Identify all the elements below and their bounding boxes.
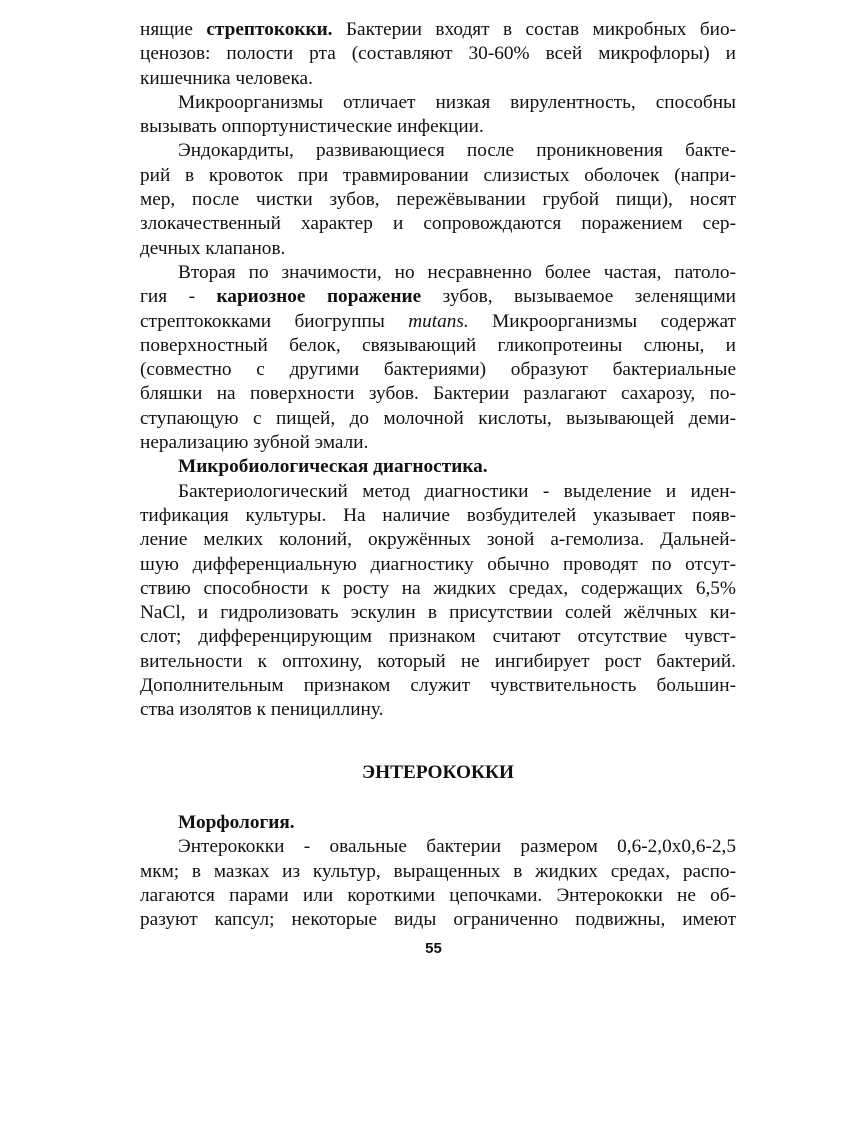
- text-line: слот; дифференцирующим признаком считают отсутствие чувст-: [140, 626, 736, 648]
- text-line: бляшки на поверхности зубов. Бактерии разлагают сахарозу, по-: [140, 383, 736, 405]
- text-line: ценозов: полости рта (составляют 30-60% всей микрофлоры) и: [140, 43, 736, 65]
- paragraph: [140, 91, 736, 140]
- text-line: [140, 310, 736, 334]
- text-run: Бактерии входят в состав микробных био-: [332, 19, 737, 40]
- text-line: злокачественный характер и сопровождаются поражением сер-: [140, 213, 736, 235]
- text-line: NaCl, и гидролизовать эскулин в присутствии солей жёлчных ки-: [140, 602, 736, 624]
- paragraph-heading: [140, 455, 736, 479]
- text-line: ствию способности к росту на жидких средах, содержащих 6,5%: [140, 577, 736, 599]
- text-run: Микроорганизмы содержат: [468, 310, 736, 332]
- text-line: ление мелких колоний, окружённых зоной a-гемолиза. Дальней-: [140, 529, 736, 551]
- text-line: ства изолятов к пенициллину.: [140, 699, 384, 721]
- paragraph: [140, 480, 736, 723]
- text-line: Дополнительным признаком служит чувствительность большин-: [140, 675, 736, 697]
- text-line: тификация культуры. На наличие возбудителей указывает появ-: [140, 504, 736, 526]
- paragraph: [140, 835, 736, 932]
- bold-term: кариозное поражение: [216, 286, 422, 308]
- text-line: нерализацию зубной эмали.: [140, 432, 369, 454]
- section-title: ЭНТЕРОКОККИ: [362, 762, 514, 783]
- section-body: [140, 811, 736, 932]
- text-line: Вторая по значимости, но несравненно более частая, патоло-: [178, 261, 736, 283]
- text-line: дечных клапанов.: [140, 237, 286, 259]
- paragraph: [140, 261, 736, 455]
- text-line: вительности к оптохину, который не ингибирует рост бактерий.: [140, 650, 736, 672]
- text-line: шую дифференциальную диагностику обычно проводят по отсут-: [140, 553, 736, 575]
- text-line: Энтерококки - овальные бактерии размером 0,6-2,0х0,6-2,5: [178, 836, 736, 858]
- italic-term: mutans.: [408, 310, 469, 332]
- page-number: 55: [425, 940, 442, 957]
- text-run: гия -: [140, 286, 217, 308]
- text-line: [140, 18, 736, 42]
- text-line: рий в кровоток при травмировании слизистых оболочек (напри-: [140, 164, 736, 186]
- text-line: Микроорганизмы отличает низкая вирулентность, способны: [178, 91, 736, 113]
- text-line: лагаются парами или короткими цепочками. Энтерококки не об-: [140, 884, 736, 906]
- text-line: (совместно с другими бактериями) образуют бактериальные: [140, 359, 736, 381]
- sub-heading: Морфология.: [178, 812, 295, 833]
- text-run: стрептококками биогруппы: [140, 310, 409, 332]
- inline-heading: Микробиологическая диагностика.: [178, 456, 488, 478]
- text-line: кишечника человека.: [140, 67, 313, 89]
- text-line: разуют капсул; некоторые виды ограниченно подвижны, имеют: [140, 909, 736, 931]
- text-line: ступающую с пищей, до молочной кислоты, вызывающей деми-: [140, 407, 736, 429]
- text-line: [140, 285, 736, 309]
- text-run: нящие: [140, 19, 207, 40]
- text-line: мкм; в мазках из культур, выращенных в жидких средах, распо-: [140, 860, 736, 882]
- text-line: мер, после чистки зубов, пережёвывании грубой пищи), носят: [140, 189, 736, 211]
- bold-term: стрептококки.: [206, 19, 333, 40]
- page-body: [140, 18, 736, 723]
- text-run: зубов, вызываемое зеленящими: [421, 286, 736, 308]
- text-line: вызывать оппортунистические инфекции.: [140, 116, 484, 138]
- paragraph: [140, 139, 736, 260]
- text-line: поверхностный белок, связывающий гликопротеины слюны, и: [140, 334, 736, 356]
- text-line: Эндокардиты, развивающиеся после проникновения бакте-: [178, 140, 736, 162]
- text-line: Бактериологический метод диагностики - выделение и иден-: [178, 480, 736, 502]
- paragraph: [140, 18, 736, 91]
